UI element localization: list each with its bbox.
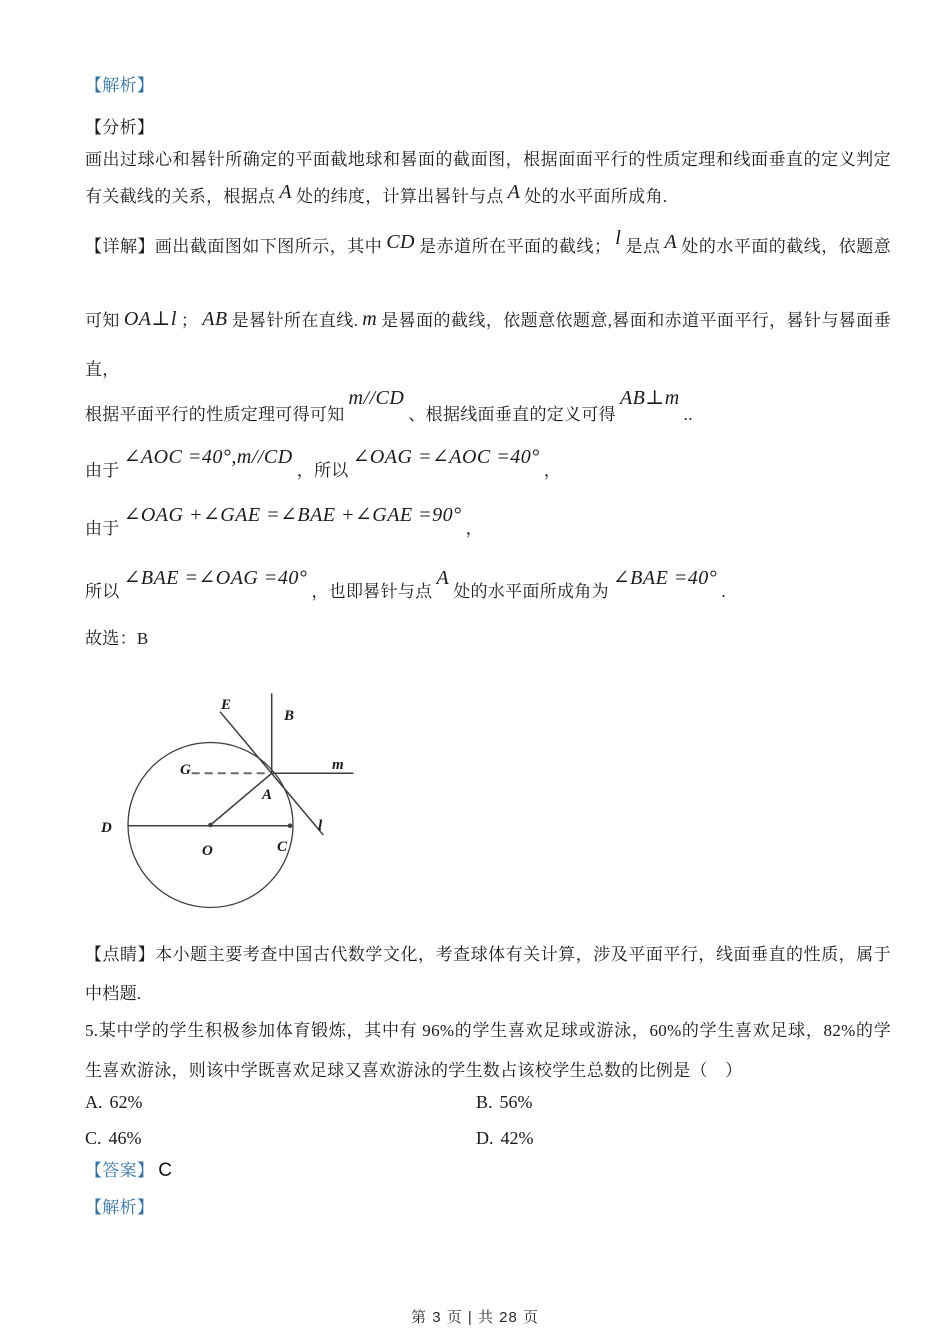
text-run: .: [721, 582, 726, 601]
jiexi-section-label: [85, 73, 891, 99]
conclusion-line: [85, 626, 891, 652]
jiexi2-section-label: [85, 1195, 891, 1221]
detail-text-line-7: [85, 567, 891, 605]
option-a: [85, 1090, 143, 1114]
text-run: ，: [465, 519, 483, 538]
detail-text-line-5: [85, 446, 891, 484]
answer-value: C: [158, 1160, 173, 1181]
diagram-label-g: G: [180, 762, 191, 778]
text-run: 所以: [85, 582, 120, 601]
math-run: OA⊥l: [123, 308, 177, 330]
math-run: ∠OAG =∠AOC =40°: [352, 446, 540, 468]
text-run: 处的水平面的截线，依题意: [681, 237, 891, 256]
jiexi-label-text: 【解析】: [85, 76, 155, 95]
option-label: D.: [476, 1128, 494, 1148]
text-run: 中档题.: [85, 984, 142, 1003]
text-run: 、根据线面垂直的定义可得: [408, 405, 616, 424]
math-run: AB⊥m: [619, 387, 680, 409]
fenxi-text-line-2: [85, 183, 891, 210]
option-label: B.: [476, 1092, 493, 1112]
option-b: [476, 1090, 533, 1114]
daan-label-text: 【答案】: [85, 1161, 155, 1180]
text-run: 生喜欢游泳，则该中学既喜欢足球又喜欢游泳的学生数占该校学生总数的比例是（ ）: [85, 1061, 743, 1080]
option-label: A.: [85, 1092, 103, 1112]
diagram-label-m: m: [332, 757, 344, 773]
text-run: 是点: [625, 237, 661, 256]
detail-text-line-3: [85, 357, 891, 383]
question5-stem-line-2: [85, 1058, 891, 1084]
option-label: C.: [85, 1128, 102, 1148]
option-value: 62%: [109, 1092, 143, 1112]
text-run: ..: [683, 405, 693, 424]
text-run: 5.某中学的学生积极参加体育锻炼，其中有 96%的学生喜欢足球或游泳，60%的学生喜欢足球，82%的学: [85, 1021, 891, 1040]
diagram-label-c: C: [277, 839, 288, 855]
question5-stem-line-1: [85, 1018, 891, 1044]
option-value: 56%: [499, 1092, 533, 1112]
point-c-dot: [288, 823, 293, 828]
text-run: ，也即晷针与点: [311, 582, 433, 601]
math-run: A: [507, 181, 521, 203]
page-number-text: 第 3 页 | 共 28 页: [411, 1309, 539, 1326]
math-run: CD: [386, 231, 415, 253]
math-run: A: [436, 567, 450, 589]
answer-line: [85, 1158, 891, 1184]
text-run: ；: [180, 311, 199, 330]
diagram-label-e: E: [221, 697, 232, 713]
math-run: l: [615, 227, 622, 249]
text-run: 由于: [85, 519, 120, 538]
jiexi-label-text: 【解析】: [85, 1198, 155, 1217]
text-run: 是晷面的截线，依题意依题意,晷面和赤道平面平行，晷针与晷面垂: [381, 311, 891, 330]
diagram-label-a: A: [262, 787, 273, 803]
text-run: 有关截线的关系，根据点: [85, 187, 276, 206]
page-footer: [0, 1306, 950, 1327]
detail-text-line-1: [85, 227, 891, 260]
dianjing-text-line-1: [85, 942, 891, 968]
math-run: m//CD: [348, 387, 405, 409]
diagram-label-d: D: [101, 820, 112, 836]
text-run: 处的水平面所成角.: [524, 187, 668, 206]
math-run: A: [664, 231, 678, 253]
option-d: [476, 1126, 534, 1150]
text-run: 处的水平面所成角为: [453, 582, 609, 601]
math-run: A: [279, 181, 293, 203]
math-run: AB: [202, 308, 228, 330]
center-point-o: [208, 823, 213, 828]
text-run: 直，: [85, 360, 120, 379]
text-run: 是晷针所在直线.: [231, 311, 359, 330]
text-run: 画出过球心和晷针所确定的平面截地球和晷面的截面图，根据面面平行的性质定理和线面垂直的定义判定: [85, 150, 891, 169]
text-run: ，: [543, 461, 562, 480]
detail-text-line-6: [85, 504, 891, 542]
option-value: 46%: [108, 1128, 142, 1148]
option-value: 42%: [500, 1128, 534, 1148]
math-run: ∠OAG +∠GAE =∠BAE +∠GAE =90°: [123, 504, 462, 526]
fenxi-text-line-1: [85, 147, 891, 173]
fenxi-section-label: [85, 115, 891, 141]
text-run: ，所以: [296, 461, 349, 480]
text-run: 可知: [85, 311, 120, 330]
math-run: ∠BAE =40°: [612, 567, 718, 589]
option-c: [85, 1126, 142, 1150]
text-run: 根据平面平行的性质定理可得可知: [85, 405, 345, 424]
text-run: 由于: [85, 461, 120, 480]
math-run: ∠AOC =40°,m//CD: [123, 446, 293, 468]
text-run: 故选：B: [85, 629, 149, 648]
diagram-label-b: B: [284, 708, 295, 724]
dianjing-text-line-2: [85, 981, 891, 1007]
math-run: m: [362, 308, 378, 330]
fenxi-label-text: 【分析】: [85, 118, 155, 137]
math-run: ∠BAE =∠OAG =40°: [123, 567, 308, 589]
text-run: 【点睛】本小题主要考查中国古代数学文化，考查球体有关计算，涉及平面平行，线面垂直的性质，属于: [85, 945, 891, 964]
diagram-label-l: l: [318, 818, 323, 834]
detail-text-line-2: [85, 307, 891, 334]
text-run: 【详解】画出截面图如下图所示，其中: [85, 237, 383, 256]
diagram-label-o: O: [202, 843, 213, 859]
cross-section-diagram: [93, 683, 415, 923]
detail-text-line-4: [85, 387, 891, 428]
text-run: 是赤道所在平面的截线；: [418, 237, 612, 256]
text-run: 处的纬度，计算出晷针与点: [296, 187, 504, 206]
